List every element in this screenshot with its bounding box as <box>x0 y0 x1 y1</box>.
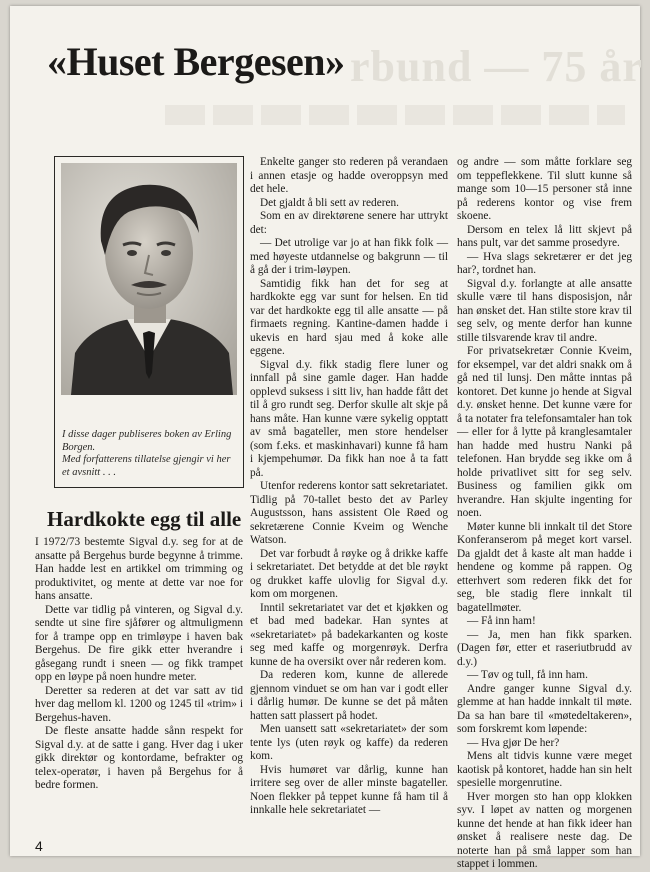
paragraph: Dette var tidlig på vinteren, og Sigval d.y. sendte ut sine fire sjåfører og altmuligmenn for å trampe opp en trimløype i haven bak Bergehus. De fire gikk etter hverandre i gåsegang rundt i sneen — og fikk trampet opp en løype på noen hundre meter. <box>35 603 243 683</box>
paragraph: Møter kunne bli innkalt til det Store Konferanserom på meget kort varsel. Da gjaldt det å kaste alt man hadde i hendene og komme på rappen. Og etterhvert som rederen fikk det for seg, ble stadig flere innkalt til bagatellmøter. <box>457 520 632 614</box>
paragraph: De fleste ansatte hadde sånn respekt for Sigval d.y. at de satte i gang. Hver dag i uker gikk direktør og kontordame, befrakter og telex-operatør, i haven på Bergehus for å bedre formen. <box>35 725 243 791</box>
caption-line-2: Med forfatterens tillatelse gjengir vi her et avsnitt . . . <box>62 454 231 478</box>
paragraph: Deretter sa rederen at det var satt av tid hver dag mellom kl. 1200 og 1245 til «trim» i Bergehus-haven. <box>35 684 243 724</box>
paragraph: Hvis humøret var dårlig, kunne han irritere seg over de aller minste bagateller. Noen flekker på teppet kunne få ham til å innkalle hele sekretariatet — <box>250 763 448 816</box>
paragraph: — Tøv og tull, få inn ham. <box>467 669 588 681</box>
paragraph: Men uansett satt «sekretariatet» der som tente lys (uten røyk og kaffe) da rederen kom. <box>250 723 448 762</box>
paragraph: Samtidig fikk han det for seg at hardkokte egg var sunt for helsen. En tid var det hardkokte egg til alle ansatte — på firmaets regning. Kantine-damen hadde i ukevis en hard sjau med å koke alle eggene. <box>250 277 448 357</box>
paragraph: — Det utrolige var jo at han fikk folk — med høyeste utdannelse og bakgrunn — til å gå der i trim-løypen. <box>250 237 448 276</box>
paragraph: I 1972/73 bestemte Sigval d.y. seg for at de ansatte på Bergehus burde begynne å trimme. Han hadde lest en artikkel om trimming og produktivitet, og mente at dette var noe for hans ansatte. <box>35 536 243 602</box>
paragraph: Andre ganger kunne Sigval d.y. glemme at han hadde innkalt til møte. Da sa han bare til «møtedeltakeren», som forskremt kom løpende: <box>457 682 632 735</box>
magazine-page <box>10 6 643 870</box>
caption-line-1: I disse dager publiseres boken av Erling Borgen. <box>62 429 232 453</box>
paragraph: Inntil sekretariatet var det et kjøkken og et bad med badekar. Han syntes at «sekretariatet» på badekarkanten og koste seg med kaffe og morgenrøyk. Derfra kunne de ha oversikt over når rederen kom. <box>250 601 448 668</box>
paragraph: Sigval d.y. forlangte at alle ansatte skulle være til hans disposisjon, når han ønsket det. Han stilte store krav til seg selv, og mente derfor han kunne stille tilsvarende krav til andre. <box>457 277 632 344</box>
paragraph: — Få inn ham! <box>467 615 536 627</box>
paragraph: — Ja, men han fikk sparken. (Dagen før, etter et raseriutbrudd av d.y.) <box>457 628 632 668</box>
text-column-3 <box>457 156 632 872</box>
bleed-through-text <box>165 105 625 125</box>
paragraph: Enkelte ganger sto rederen på verandaen i annen etasje og hadde overoppsyn med det hele. <box>250 156 448 195</box>
article-title: «Huset Bergesen» <box>47 39 345 84</box>
paragraph: Som en av direktørene senere har uttrykt det: <box>250 210 448 236</box>
paragraph: — Hva gjør De her? <box>467 736 560 749</box>
paragraph: Dersom en telex lå litt skjevt på hans pult, var det samme prosedyre. <box>457 223 632 249</box>
author-portrait-photo <box>61 163 237 395</box>
text-column-2 <box>250 156 448 818</box>
paragraph: Det var forbudt å røyke og å drikke kaffe i sekretariatet. Det betydde at det ble røykt og drukket kaffe ulovlig for Sigval d.y. kom om morgenen. <box>250 547 448 600</box>
paragraph: Det gjaldt å bli sett av rederen. <box>260 196 399 209</box>
section-subheading: Hardkokte egg til alle <box>47 507 242 531</box>
paragraph: — Hva slags sekretærer er det jeg har?, tordnet han. <box>457 250 632 276</box>
paragraph: Sigval d.y. fikk stadig flere luner og innfall på sine gamle dager. Han hadde opplevd suksess i sitt liv, han hadde fått det til å gro rundt seg. Derfor skulle alt skje på hans måte. Han kunne være sykelig opptatt av små bagateller, men store hendelser (som f.eks. et maskinhavari) kunne få ham i kjempehumør. Da fikk han noe å ta fatt på. <box>250 358 448 479</box>
paragraph: Da rederen kom, kunne de allerede gjennom vinduet se om han var i godt eller i dårlig humør. De kunne se det på måten hatten satt plassert på hodet. <box>250 669 448 722</box>
paragraph: Hver morgen sto han opp klokken syv. I løpet av natten og morgenen kunne det hende at han fikk ideer han ønsket å realisere neste dag. De noterte han på små lapper som han stappet i lommen. <box>457 790 632 870</box>
paragraph: For privatsekretær Connie Kveim, for eksempel, var det aldri snakk om å gå ned til lunsj. Den måtte inntas på kontoret. Det kunne jo hende at Sigval d.y. ønsket henne. Det kunne være for å ta notater fra telefonsamtaler han tok — eller for å lytte på kranglesamtaler han hadde med hustru Nanki på telefonen. Han brydde seg ikke om å holde privatlivet sitt for seg selv. Business og familien gikk om hverandre. Han skjulte ingenting for noen. <box>457 345 632 519</box>
paragraph: og andre — som måtte forklare seg om teppeflekkene. Til slutt kunne så mange som 10—15 personer stå inne på rederens kontor og vise frem skoene. <box>457 156 632 222</box>
photo-frame <box>54 156 244 488</box>
paragraph: Utenfor rederens kontor satt sekretariatet. Tidlig på 70-tallet besto det av Parley Augustsson, hans assistent Ole Røed og sekretærene Connie Kveim og Wenche Watson. <box>250 480 448 546</box>
photo-caption <box>62 429 240 479</box>
page-number: 4 <box>35 838 43 854</box>
bleed-through-heading: rbund — 75 år <box>350 42 643 91</box>
paragraph: Mens alt tidvis kunne være meget kaotisk på kontoret, hadde han sin helt spesielle morgenrutine. <box>457 750 632 789</box>
portrait-drawing <box>61 163 237 395</box>
text-column-1 <box>35 536 243 793</box>
